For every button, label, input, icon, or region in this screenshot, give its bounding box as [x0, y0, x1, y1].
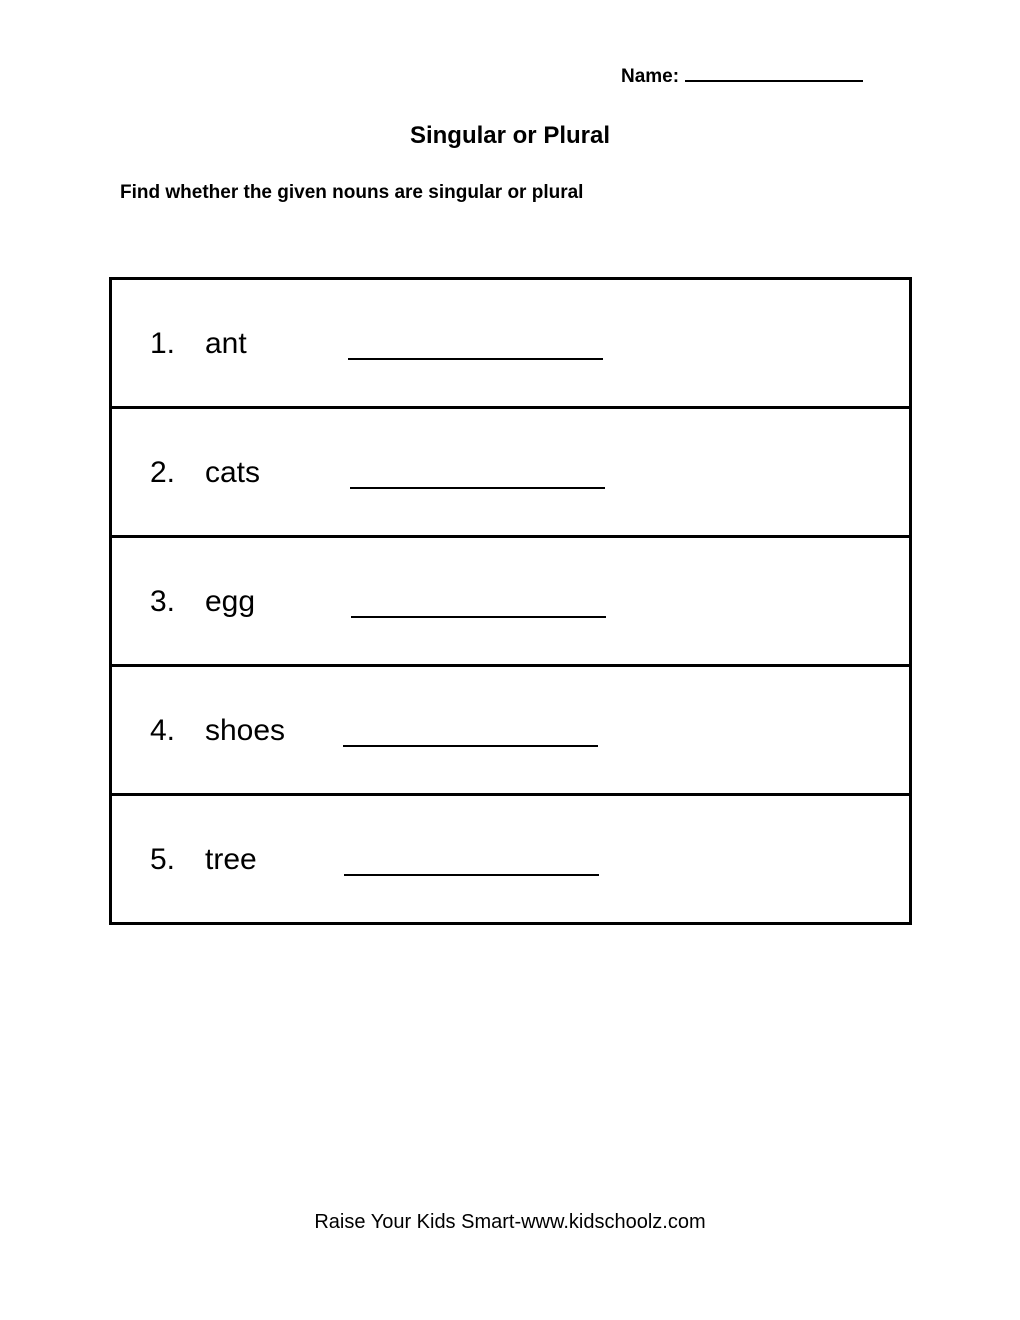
question-row — [112, 535, 909, 664]
worksheet-instructions: Find whether the given nouns are singular or plural — [120, 182, 584, 203]
answer-blank[interactable] — [344, 874, 599, 876]
question-row — [112, 406, 909, 535]
answer-blank[interactable] — [343, 745, 598, 747]
name-label: Name: — [621, 66, 680, 87]
question-word: egg — [205, 585, 256, 618]
answer-blank[interactable] — [350, 487, 605, 489]
question-word: tree — [205, 843, 257, 876]
question-word: ant — [205, 327, 247, 360]
question-number: 1. — [150, 327, 176, 360]
question-number: 2. — [150, 456, 176, 489]
worksheet-title: Singular or Plural — [409, 122, 611, 149]
name-blank-line[interactable] — [685, 62, 863, 82]
question-number: 5. — [150, 843, 176, 876]
question-row — [112, 664, 909, 793]
answer-blank[interactable] — [348, 358, 603, 360]
name-field — [621, 62, 863, 88]
question-row — [112, 793, 909, 922]
question-number: 3. — [150, 585, 176, 618]
answer-blank[interactable] — [351, 616, 606, 618]
question-row — [112, 280, 909, 406]
question-number: 4. — [150, 714, 176, 747]
question-word: cats — [205, 456, 261, 489]
question-table — [109, 277, 912, 925]
question-word: shoes — [205, 714, 286, 747]
footer-credit: Raise Your Kids Smart-www.kidschoolz.com — [314, 1211, 706, 1233]
